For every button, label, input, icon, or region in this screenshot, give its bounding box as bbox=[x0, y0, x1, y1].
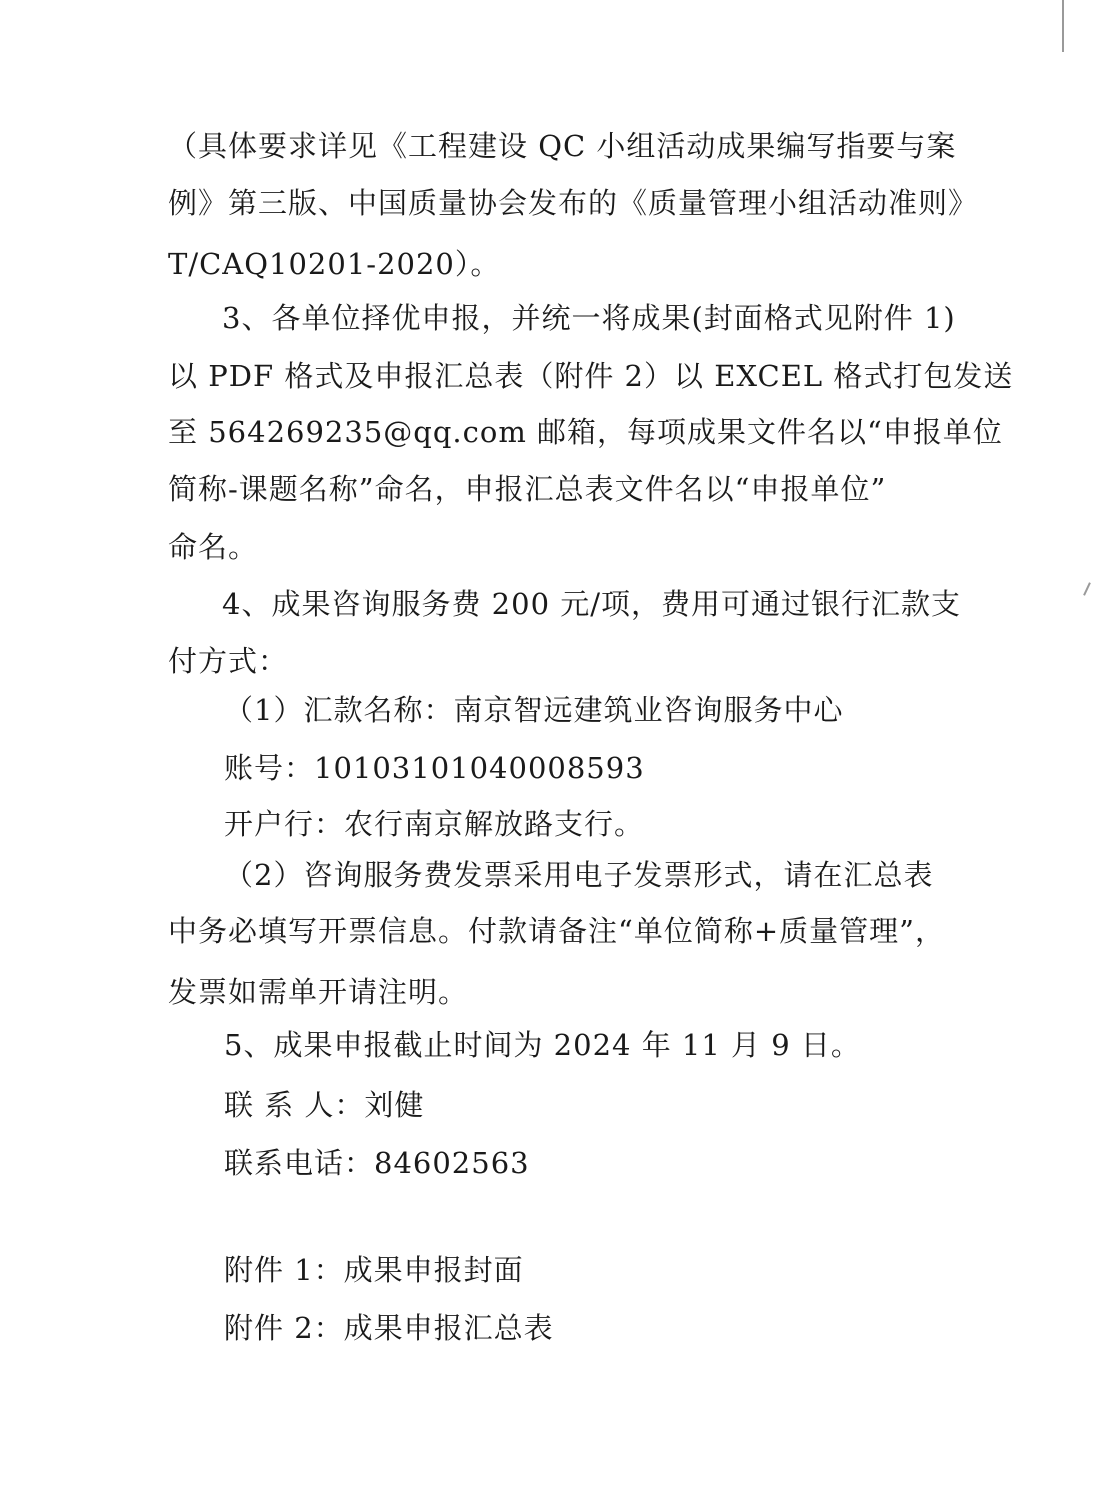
text-line: 发票如需单开请注明。 bbox=[168, 975, 469, 1009]
text-line: 附件 1：成果申报封面 bbox=[224, 1253, 524, 1287]
text-line: 至 564269235@qq.com 邮箱，每项成果文件名以“申报单位 bbox=[168, 415, 1003, 449]
text-line: 中务必填写开票信息。付款请备注“单位简称+质量管理”， bbox=[168, 914, 945, 948]
scan-speck bbox=[1083, 582, 1091, 596]
text-line: 以 PDF 格式及申报汇总表（附件 2）以 EXCEL 格式打包发送 bbox=[168, 359, 1014, 393]
text-line: 3、各单位择优申报，并统一将成果(封面格式见附件 1) bbox=[222, 301, 956, 335]
text-line: 4、成果咨询服务费 200 元/项，费用可通过银行汇款支 bbox=[222, 587, 962, 621]
text-line: 命名。 bbox=[168, 530, 259, 564]
text-line: 开户行：农行南京解放路支行。 bbox=[224, 807, 645, 841]
text-line: 联系电话：84602563 bbox=[224, 1146, 530, 1180]
scan-speck bbox=[1062, 0, 1064, 52]
text-line: 联 系 人：刘健 bbox=[224, 1088, 425, 1122]
text-line: 简称-课题名称”命名，申报汇总表文件名以“申报单位” bbox=[168, 472, 887, 506]
text-line: T/CAQ10201-2020）。 bbox=[168, 247, 501, 281]
text-line: （具体要求详见《工程建设 QC 小组活动成果编写指要与案 bbox=[168, 129, 957, 163]
text-line: 付方式： bbox=[168, 644, 289, 678]
text-line: （2）咨询服务费发票采用电子发票形式，请在汇总表 bbox=[224, 858, 934, 892]
text-line: （1）汇款名称：南京智远建筑业咨询服务中心 bbox=[224, 693, 844, 727]
text-line: 5、成果申报截止时间为 2024 年 11 月 9 日。 bbox=[224, 1028, 861, 1062]
text-line: 附件 2：成果申报汇总表 bbox=[224, 1311, 554, 1345]
text-line: 账号：10103101040008593 bbox=[224, 751, 645, 785]
text-line: 例》第三版、中国质量协会发布的《质量管理小组活动准则》 bbox=[168, 186, 979, 220]
